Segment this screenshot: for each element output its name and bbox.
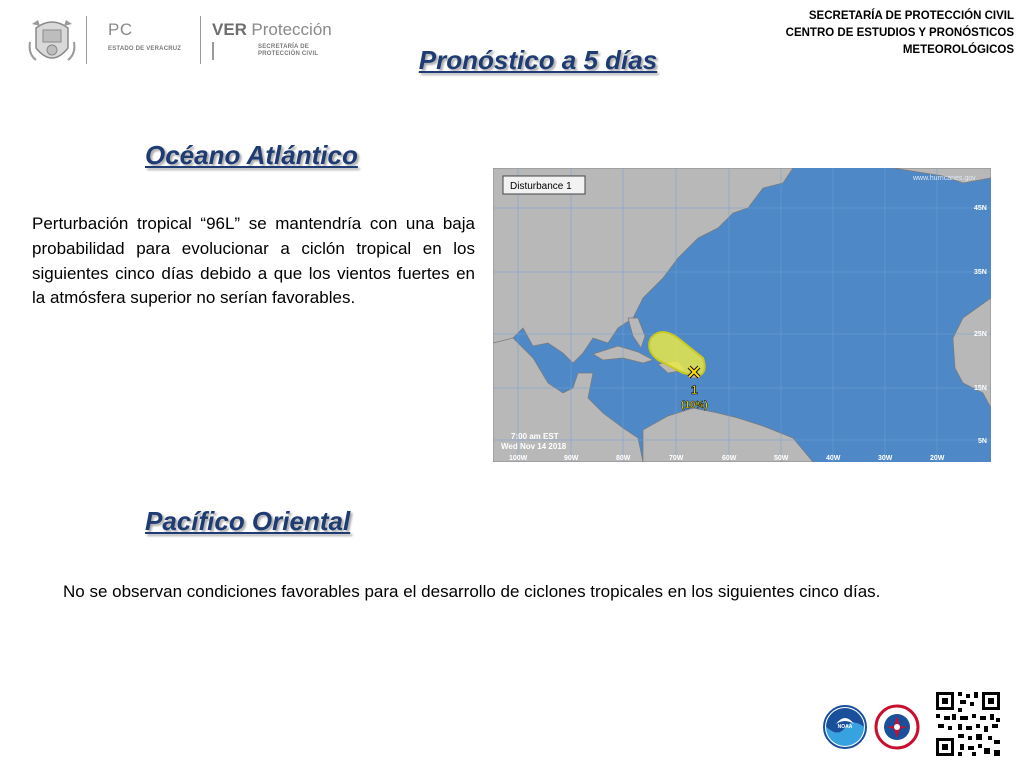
map-date: Wed Nov 14 2018: [501, 442, 567, 451]
page-title: Pronóstico a 5 días: [418, 45, 658, 75]
lon-label: 40W: [826, 455, 841, 462]
qr-code-icon: [934, 690, 1002, 758]
ver-logo-line1: SECRETARÍA DE: [258, 44, 309, 50]
legend-label: Disturbance 1: [510, 181, 572, 192]
map-time: 7:00 am EST: [511, 432, 559, 441]
lon-label: 50W: [774, 455, 789, 462]
lon-label: 70W: [669, 455, 684, 462]
lon-label: 60W: [722, 455, 737, 462]
svg-text:NOAA: NOAA: [837, 724, 853, 730]
pacific-text: No se observan condiciones favorables para el desarrollo de ciclones tropicales en los siguientes cinco días.: [63, 582, 881, 601]
lat-label: 5N: [978, 438, 987, 445]
lon-label: 30W: [878, 455, 893, 462]
noaa-logo-icon: [822, 704, 868, 750]
ver-logo-text: VER: [212, 20, 247, 39]
map-source: www.hurricanes.gov: [913, 175, 976, 182]
footer-logos: [822, 690, 1012, 760]
lat-label: 15N: [974, 385, 987, 392]
lon-label: 90W: [564, 455, 579, 462]
pc-logo-text: PC: [108, 20, 133, 39]
outlook-map: [493, 168, 991, 462]
lat-label: 35N: [974, 269, 987, 276]
atlantic-title: Océano Atlántico: [145, 140, 358, 170]
proteccion-logo-text: Protección: [251, 20, 332, 39]
disturbance-number: 1: [691, 383, 698, 397]
agency-line-1: SECRETARÍA DE PROTECCIÓN CIVIL: [808, 10, 1014, 22]
pacific-title: Pacífico Oriental: [145, 506, 351, 536]
lon-label: 20W: [930, 455, 945, 462]
lat-label: 45N: [974, 205, 987, 212]
lon-label: 80W: [616, 455, 631, 462]
ver-logo-line2: PROTECCIÓN CIVIL: [258, 51, 319, 57]
nws-logo-icon: [874, 704, 920, 750]
disturbance-probability: (10%): [681, 400, 708, 411]
lat-label: 25N: [974, 331, 987, 338]
atlantic-text: Perturbación tropical “96L” se mantendría con una baja probabilidad para evolucionar a ciclón tropical en los siguientes cinco días debido a que los vientos fuertes en la atmósfera superior no serían favorables.: [32, 214, 475, 308]
lon-label: 100W: [509, 455, 528, 462]
agency-line-3: METEOROLÓGICOS: [902, 44, 1014, 56]
agency-line-2: CENTRO DE ESTUDIOS Y PRONÓSTICOS: [785, 27, 1014, 39]
pc-logo-subtitle: ESTADO DE VERACRUZ: [108, 46, 182, 52]
